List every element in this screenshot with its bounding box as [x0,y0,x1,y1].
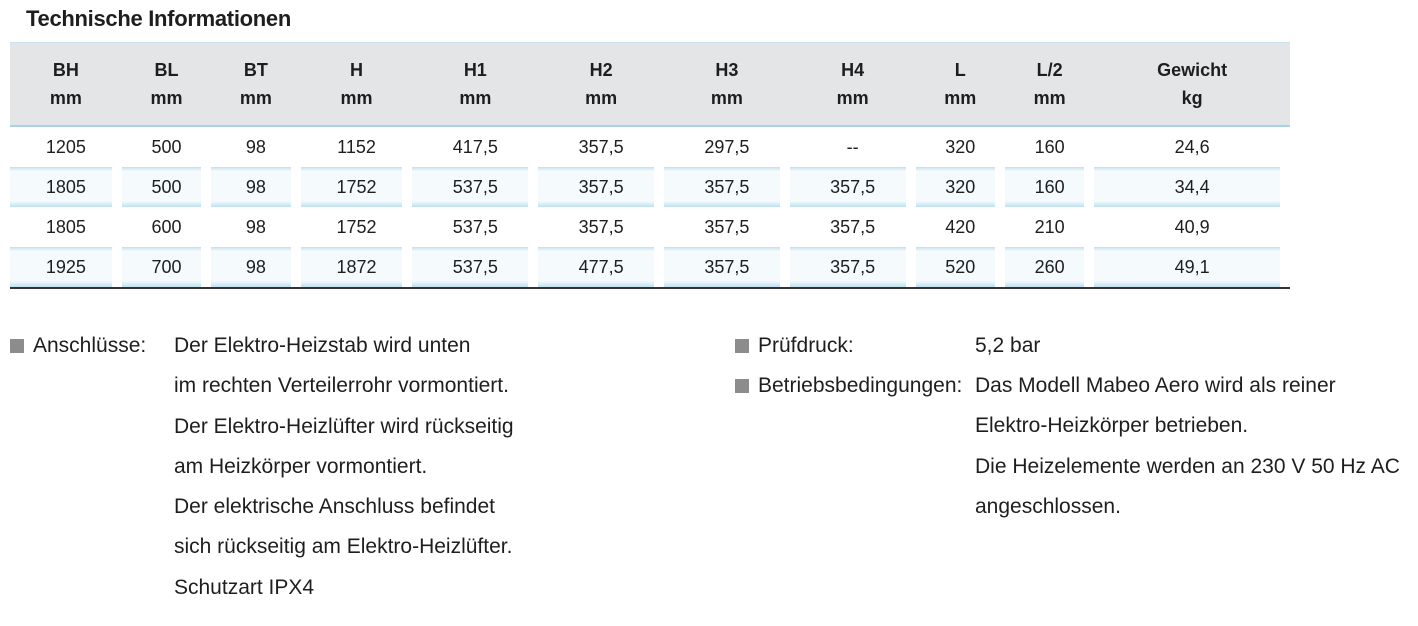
column-header-bh: BH mm [10,42,122,127]
table-cell: 1925 [10,247,122,289]
table-cell: 537,5 [412,247,538,289]
table-cell: 537,5 [412,207,538,247]
table-header-row [10,42,1290,127]
table-cell: 357,5 [538,167,664,207]
table-row [10,167,1290,207]
table-cell: 357,5 [790,167,916,207]
table-cell: -- [790,127,916,167]
table-cell: 98 [211,167,300,207]
anschluesse-line: sich rückseitig am Elektro-Heizlüfter. [174,535,513,559]
table-cell: 537,5 [412,167,538,207]
table-cell: 500 [122,167,211,207]
table-cell: 520 [916,247,1005,289]
table-cell: 420 [916,207,1005,247]
anschluesse-line: Der Elektro-Heizlüfter wird rückseitig [174,414,514,438]
column-header-gewicht: Gewicht kg [1094,42,1290,127]
column-header-bt: BT mm [211,42,300,127]
table-cell: 320 [916,127,1005,167]
table-cell: 98 [211,207,300,247]
table-cell: 357,5 [538,127,664,167]
table-cell: 1805 [10,207,122,247]
betriebsbedingungen-line: Elektro-Heizkörper betrieben. [975,414,1249,438]
table-cell: 357,5 [538,207,664,247]
table-cell: 297,5 [664,127,790,167]
table-cell: 260 [1005,247,1094,289]
table-cell: 500 [122,127,211,167]
betriebsbedingungen-text [975,366,1400,527]
column-header-bl: BL mm [122,42,211,127]
betriebsbedingungen-line: Die Heizelemente werden an 230 V 50 Hz AC [975,454,1400,478]
column-header-h2: H2 mm [538,42,664,127]
table-cell: 357,5 [664,207,790,247]
betriebsbedingungen-line: Das Modell Mabeo Aero wird als reiner [975,374,1336,397]
table-cell: 24,6 [1094,127,1290,167]
table-cell: 357,5 [790,247,916,289]
table-cell: 357,5 [664,167,790,207]
table-cell: 1872 [301,247,413,289]
table-cell: 34,4 [1094,167,1290,207]
column-header-l: L mm [916,42,1005,127]
table-cell: 357,5 [664,247,790,289]
table-cell: 1205 [10,127,122,167]
table-cell: 160 [1005,167,1094,207]
table-cell: 1752 [301,207,413,247]
bullet-square-icon [735,339,749,353]
column-header-l-half: L/2 mm [1005,42,1094,127]
anschluesse-line: im rechten Verteilerrohr vormontiert. [174,374,509,398]
anschluesse-line: Der elektrische Anschluss befindet [174,495,495,519]
table-cell: 98 [211,127,300,167]
technical-data-table [10,42,1290,289]
pruefdruck-label: Prüfdruck: [758,334,854,357]
table-cell: 1152 [301,127,413,167]
betriebsbedingungen-line: angeschlossen. [975,494,1121,518]
table-cell: 417,5 [412,127,538,167]
bullet-square-icon [10,339,24,353]
table-cell: 1752 [301,167,413,207]
table-cell: 320 [916,167,1005,207]
anschluesse-text [174,326,514,608]
betriebsbedingungen-label: Betriebsbedingungen: [758,374,963,397]
anschluesse-label: Anschlüsse: [33,334,147,357]
table-row [10,207,1290,247]
table-cell: 210 [1005,207,1094,247]
table-cell: 49,1 [1094,247,1290,289]
table-cell: 160 [1005,127,1094,167]
table-cell: 1805 [10,167,122,207]
column-header-h4: H4 mm [790,42,916,127]
pruefdruck-value-text: 5,2 bar [975,334,1041,357]
table-row [10,127,1290,167]
table-cell: 40,9 [1094,207,1290,247]
table-cell: 700 [122,247,211,289]
table-cell: 357,5 [790,207,916,247]
pruefdruck-value [975,326,1040,366]
column-header-h3: H3 mm [664,42,790,127]
table-cell: 98 [211,247,300,289]
bullet-square-icon [735,379,749,393]
anschluesse-line: Schutzart IPX4 [174,575,315,599]
anschluesse-line: Der Elektro-Heizstab wird unten [174,334,471,357]
column-header-h1: H1 mm [412,42,538,127]
table-cell: 600 [122,207,211,247]
column-header-h: H mm [301,42,413,127]
table-row [10,247,1290,289]
table-cell: 477,5 [538,247,664,289]
page-title: Technische Informationen [26,6,291,31]
anschluesse-line: am Heizkörper vormontiert. [174,454,428,478]
